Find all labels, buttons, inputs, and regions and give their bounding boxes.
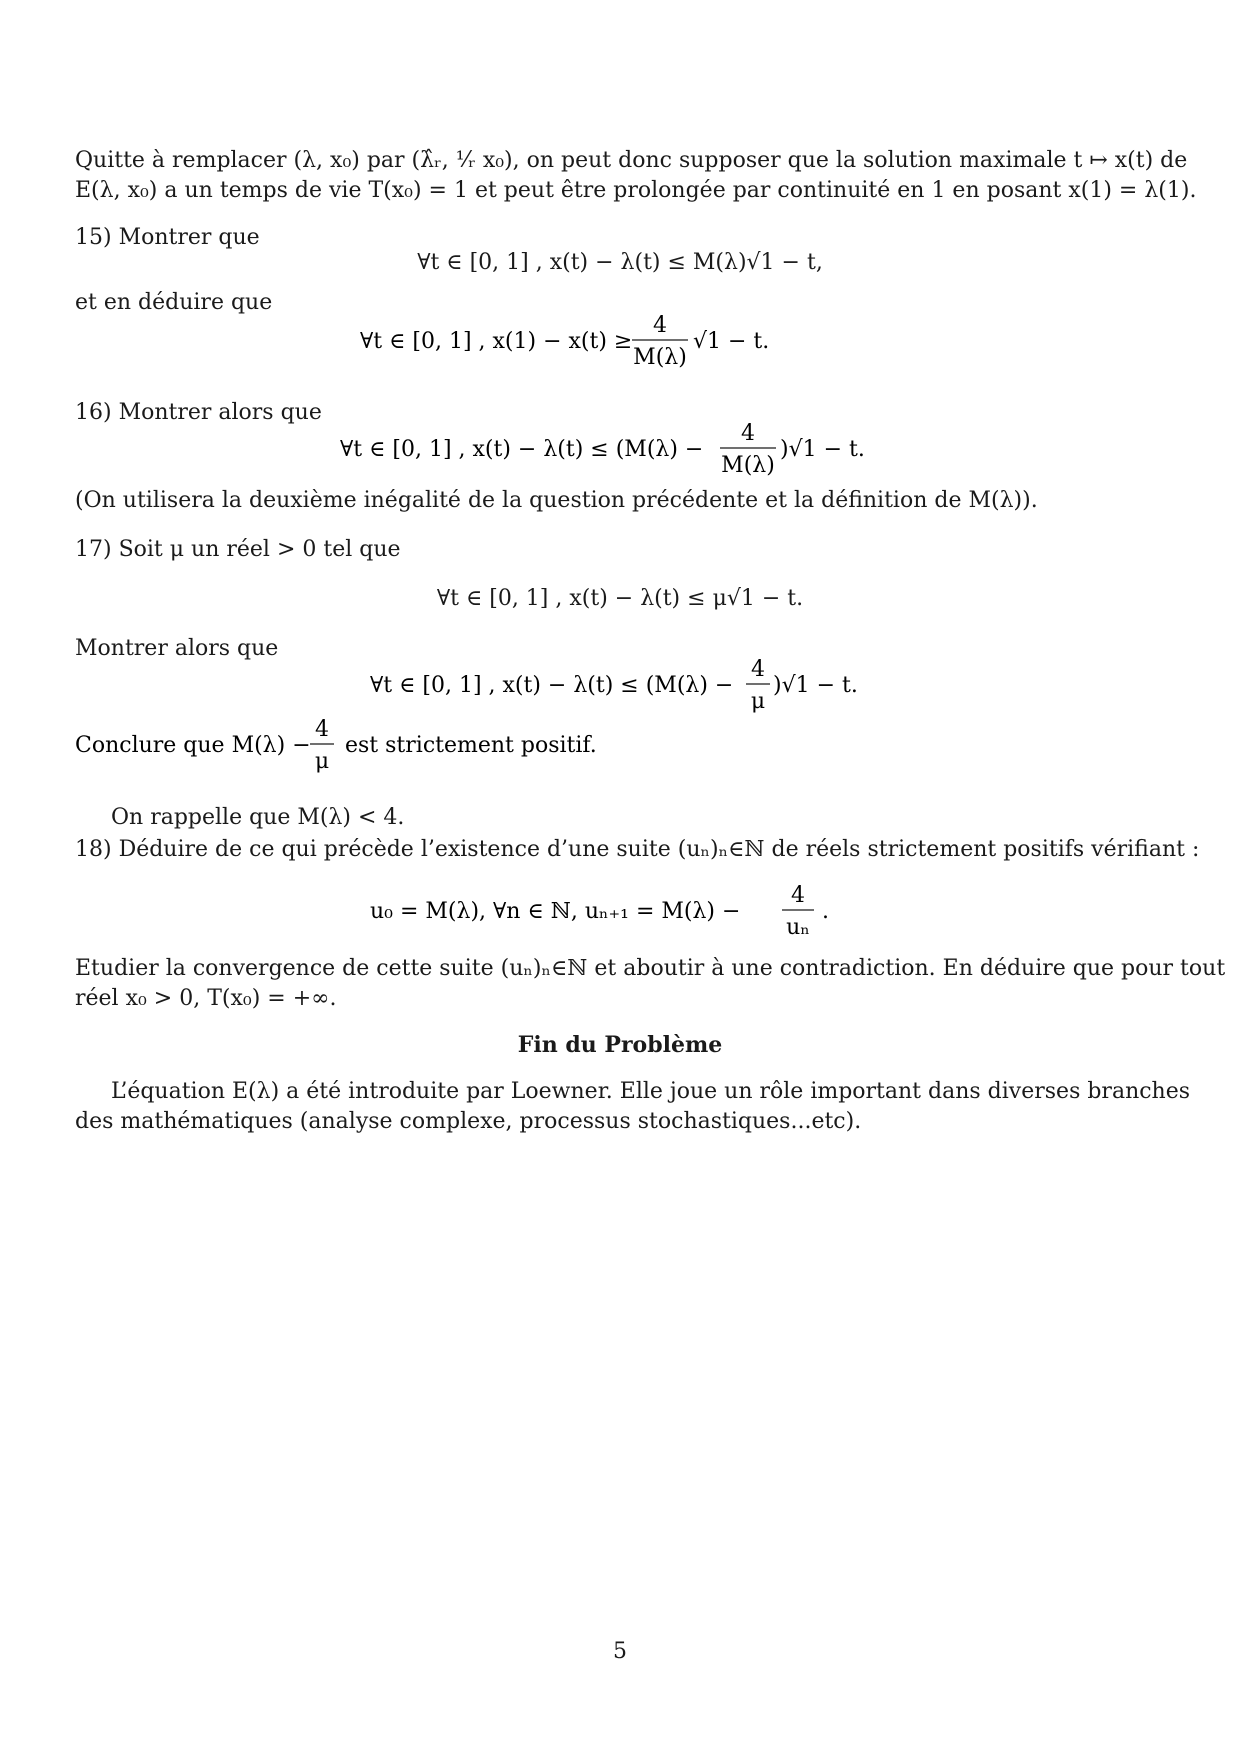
end-title: Fin du Problème [517,1032,723,1058]
q18-eq-numerator: 4 [791,883,805,908]
page-number: 5 [613,1639,627,1664]
q17-conclusion [75,714,635,778]
q15-eq2-right: √1 − t. [693,329,770,354]
q17-eq2-denominator: μ [750,689,766,714]
q18-eq-right: . [822,899,829,924]
q17-eq2-right: )√1 − t. [773,673,858,698]
q15-eq2-denominator: M(λ) [633,345,687,370]
intro-line-1: Quitte à remplacer (λ, x₀) par (λ̂ᵣ, ¹⁄ᵣ x₀), on peut donc supposer que la solution maximale t ↦ x(t) de [75,148,1188,173]
q16-equation [0,418,1240,482]
q18-after-line-2: réel x₀ > 0, T(x₀) = +∞. [75,986,337,1011]
recall-text: On rappelle que M(λ) < 4. [111,805,405,830]
q16-eq-numerator: 4 [741,421,755,446]
closing-line-2: des mathématiques (analyse complexe, processus stochastiques...etc). [75,1109,862,1134]
q18-label: 18) Déduire de ce qui précède l’existence d’une suite (uₙ)ₙ∈ℕ de réels strictement positifs vérifiant : [75,837,1200,862]
intro-line-2: E(λ, x₀) a un temps de vie T(x₀) = 1 et peut être prolongée par continuité en 1 en posant x(1) = λ(1). [75,178,1197,203]
q18-eq-left: u₀ = M(λ), ∀n ∈ ℕ, uₙ₊₁ = M(λ) − [370,899,741,924]
q17-eq2-numerator: 4 [751,657,765,682]
q16-eq-left: ∀t ∈ [0, 1] , x(t) − λ(t) ≤ (M(λ) − [340,437,704,462]
q17-conclusion-denominator: μ [314,749,330,774]
q16-note: (On utilisera la deuxième inégalité de la question précédente et la définition de M(λ)). [75,488,1038,513]
q15-eq2-numerator: 4 [653,313,667,338]
q17-middle-text: Montrer alors que [75,636,279,661]
q17-eq2-left: ∀t ∈ [0, 1] , x(t) − λ(t) ≤ (M(λ) − [370,673,734,698]
q15-eq2-left: ∀t ∈ [0, 1] , x(1) − x(t) ≥ [360,329,633,354]
q16-eq-denominator: M(λ) [721,453,775,478]
q17-equation-1: ∀t ∈ [0, 1] , x(t) − λ(t) ≤ μ√1 − t. [436,586,804,611]
q17-label: 17) Soit μ un réel > 0 tel que [75,537,401,562]
q18-equation [0,880,1240,944]
q17-equation-2 [0,654,1240,718]
q17-conclusion-right: est strictement positif. [345,733,597,758]
q17-conclusion-left: Conclure que M(λ) − [75,733,311,758]
q17-conclusion-numerator: 4 [315,717,329,742]
q16-label: 16) Montrer alors que [75,400,322,425]
closing-line-1: L’équation E(λ) a été introduite par Loewner. Elle joue un rôle important dans diverses branches [111,1079,1191,1104]
q18-after-line-1: Etudier la convergence de cette suite (uₙ)ₙ∈ℕ et aboutir à une contradiction. En déduire que pour tout [75,956,1226,981]
q15-equation-2 [0,310,1240,374]
q18-eq-denominator: uₙ [786,915,810,940]
q15-equation-1: ∀t ∈ [0, 1] , x(t) − λ(t) ≤ M(λ)√1 − t, [417,250,823,275]
q16-eq-right: )√1 − t. [780,437,865,462]
q15-middle-text: et en déduire que [75,290,273,315]
q15-label: 15) Montrer que [75,225,260,250]
